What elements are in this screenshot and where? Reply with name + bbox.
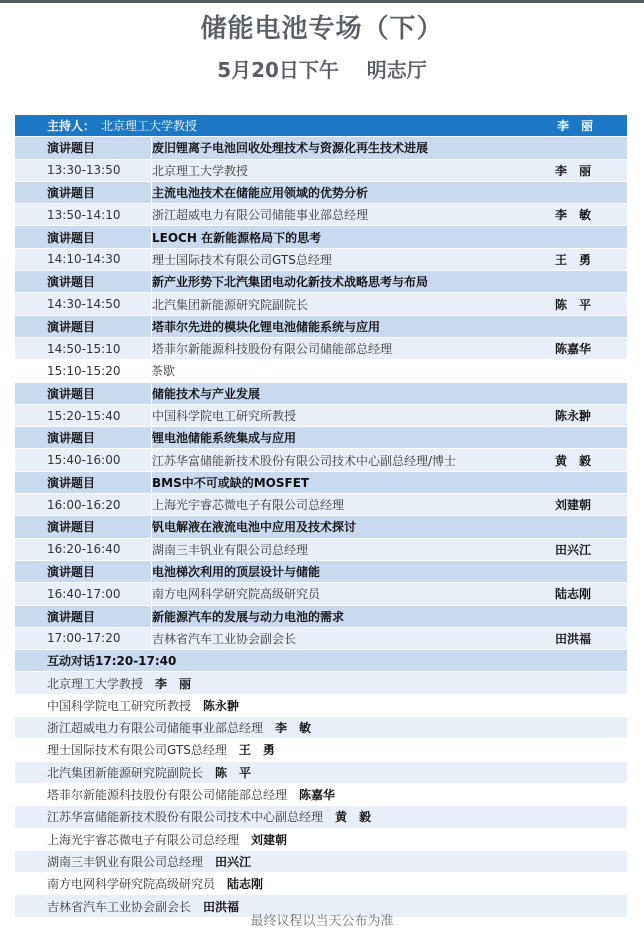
topic-row — [15, 137, 627, 159]
talk-time: 16:40-17:00 — [47, 586, 121, 601]
talk-time: 16:20-16:40 — [47, 542, 121, 557]
talk-time: 15:40-16:00 — [47, 453, 121, 468]
speaker-name: 陈 平 — [555, 297, 592, 312]
panel-member-name: 陈永翀 — [203, 698, 240, 713]
talk-time: 14:30-14:50 — [47, 297, 121, 312]
speaker-name: 田兴江 — [555, 542, 592, 557]
panel-member-row — [15, 829, 627, 851]
topic-label: 演讲题目 — [47, 609, 96, 624]
topic-label: 演讲题目 — [47, 520, 96, 535]
topic-title: BMS中不可或缺的MOSFET — [151, 472, 309, 493]
panel-title: 互动对话17:20-17:40 — [47, 654, 177, 669]
topic-row — [15, 182, 627, 204]
topic-label: 演讲题目 — [47, 275, 96, 290]
topic-title: 钒电解液在液流电池中应用及技术探讨 — [151, 516, 356, 537]
tea-break-time: 15:10-15:20 — [47, 363, 121, 378]
topic-label: 演讲题目 — [47, 431, 96, 446]
panel-member-name: 田洪福 — [203, 899, 240, 914]
talk-row — [15, 539, 627, 561]
page-subtitle: 5月20日下午 明志厅 — [217, 58, 427, 82]
panel-member-row — [15, 672, 627, 694]
topic-title: LEOCH 在新能源格局下的思考 — [151, 226, 321, 247]
footer-note: 最终议程以当天公布为准 — [250, 914, 394, 929]
panel-member-affiliation: 南方电网科学研究院高级研究员 — [47, 877, 216, 892]
talk-time: 17:00-17:20 — [47, 631, 121, 646]
panel-member-row — [15, 784, 627, 806]
topic-row — [15, 271, 627, 293]
topic-title: 主流电池技术在储能应用领域的优势分析 — [151, 182, 368, 203]
topic-row — [15, 472, 627, 494]
talk-time: 14:10-14:30 — [47, 252, 121, 267]
tea-break-label: 茶歇 — [151, 364, 176, 379]
talk-row — [15, 583, 627, 605]
speaker-name: 陈嘉华 — [555, 342, 592, 357]
panel-member-name: 陈嘉华 — [299, 788, 336, 803]
speaker-affiliation: 浙江超威电力有限公司储能事业部总经理 — [151, 204, 368, 225]
panel-member-name: 陈 平 — [215, 765, 252, 780]
talk-time: 13:30-13:50 — [47, 163, 121, 178]
panel-member-affiliation: 北汽集团新能源研究院副院长 — [47, 765, 204, 780]
speaker-affiliation: 湖南三丰钒业有限公司总经理 — [151, 539, 308, 560]
talk-time: 16:00-16:20 — [47, 497, 121, 512]
panel-member-affiliation: 浙江超威电力有限公司储能事业部总经理 — [47, 721, 264, 736]
topic-title: 电池梯次利用的顶层设计与储能 — [151, 561, 320, 582]
talk-row — [15, 449, 627, 471]
host-row — [15, 115, 627, 137]
topic-row — [15, 561, 627, 583]
panel-member-row — [15, 717, 627, 739]
top-border — [0, 0, 644, 3]
talk-time: 14:50-15:10 — [47, 341, 121, 356]
speaker-affiliation: 上海光宇睿芯微电子有限公司总经理 — [151, 494, 344, 515]
panel-member-affiliation: 中国科学院电工研究所教授 — [47, 698, 192, 713]
panel-member-affiliation: 上海光宇睿芯微电子有限公司总经理 — [47, 832, 240, 847]
topic-label: 演讲题目 — [47, 565, 96, 580]
panel-member-name: 李 敏 — [275, 721, 312, 736]
page-title: 储能电池专场（下） — [200, 14, 444, 44]
panel-title-row — [15, 650, 627, 672]
panel-member-affiliation: 吉林省汽车工业协会副会长 — [47, 899, 192, 914]
topic-row — [15, 316, 627, 338]
topic-title: 锂电池储能系统集成与应用 — [151, 427, 296, 448]
panel-member-row — [15, 806, 627, 828]
talk-time: 13:50-14:10 — [47, 207, 121, 222]
panel-member-name: 黄 毅 — [335, 810, 372, 825]
topic-label: 演讲题目 — [47, 475, 96, 490]
schedule-table — [15, 115, 627, 918]
talk-row — [15, 249, 627, 271]
panel-member-name: 王 勇 — [238, 743, 275, 758]
speaker-name: 田洪福 — [555, 631, 592, 646]
speaker-affiliation: 中国科学院电工研究所教授 — [151, 405, 296, 426]
topic-label: 演讲题目 — [47, 141, 96, 156]
panel-member-name: 刘建朝 — [251, 832, 288, 847]
topic-row — [15, 226, 627, 248]
speaker-name: 黄 毅 — [555, 453, 592, 468]
panel-member-name: 陆志刚 — [227, 877, 264, 892]
talk-row — [15, 160, 627, 182]
topic-row — [15, 427, 627, 449]
tea-break-row — [15, 360, 627, 382]
topic-label: 演讲题目 — [47, 386, 96, 401]
topic-row — [15, 516, 627, 538]
topic-title: 新产业形势下北汽集团电动化新技术战略思考与布局 — [151, 271, 428, 292]
speaker-affiliation: 北汽集团新能源研究院副院长 — [151, 293, 308, 314]
speaker-name: 陈永翀 — [555, 409, 592, 423]
topic-row — [15, 383, 627, 405]
host-name: 李 丽 — [557, 119, 594, 134]
panel-member-name: 田兴江 — [215, 854, 252, 869]
speaker-affiliation: 理士国际技术有限公司GTS总经理 — [151, 249, 332, 270]
panel-member-affiliation: 湖南三丰钒业有限公司总经理 — [47, 854, 204, 869]
panel-member-row — [15, 739, 627, 761]
topic-title: 塔菲尔先进的模块化锂电池储能系统与应用 — [151, 316, 380, 337]
topic-label: 演讲题目 — [47, 186, 96, 201]
topic-title: 废旧锂离子电池回收处理技术与资源化再生技术进展 — [151, 137, 428, 158]
speaker-affiliation: 塔菲尔新能源科技股份有限公司储能部总经理 — [151, 338, 392, 359]
topic-label: 演讲题目 — [47, 230, 96, 245]
talk-row — [15, 628, 627, 650]
host-affiliation: 北京理工大学教授 — [101, 119, 198, 134]
speaker-name: 王 勇 — [555, 252, 592, 267]
panel-member-affiliation: 江苏华富储能新技术股份有限公司技术中心副总经理 — [47, 810, 324, 825]
speaker-name: 陆志刚 — [555, 587, 592, 602]
host-label: 主持人： — [47, 119, 96, 134]
talk-row — [15, 338, 627, 360]
speaker-affiliation: 江苏华富储能新技术股份有限公司技术中心副总经理/博士 — [151, 449, 456, 470]
talk-row — [15, 293, 627, 315]
speaker-name: 李 丽 — [555, 163, 592, 178]
speaker-affiliation: 吉林省汽车工业协会副会长 — [151, 628, 296, 649]
panel-member-row — [15, 695, 627, 717]
talk-row — [15, 494, 627, 516]
speaker-affiliation: 北京理工大学教授 — [151, 160, 248, 181]
panel-member-row — [15, 851, 627, 873]
panel-member-affiliation: 北京理工大学教授 — [47, 676, 144, 691]
panel-member-row — [15, 762, 627, 784]
talk-row — [15, 405, 627, 427]
talk-time: 15:20-15:40 — [47, 408, 121, 423]
talk-row — [15, 204, 627, 226]
topic-row — [15, 606, 627, 628]
topic-title: 新能源汽车的发展与动力电池的需求 — [151, 606, 344, 627]
speaker-name: 李 敏 — [555, 208, 592, 223]
topic-label: 演讲题目 — [47, 319, 96, 334]
panel-member-row — [15, 873, 627, 895]
panel-member-affiliation: 理士国际技术有限公司GTS总经理 — [47, 743, 227, 758]
speaker-name: 刘建朝 — [555, 498, 592, 513]
panel-member-affiliation: 塔菲尔新能源科技股份有限公司储能部总经理 — [47, 788, 288, 803]
panel-member-name: 李 丽 — [155, 676, 192, 691]
speaker-affiliation: 南方电网科学研究院高级研究员 — [151, 583, 320, 604]
topic-title: 储能技术与产业发展 — [151, 383, 260, 404]
